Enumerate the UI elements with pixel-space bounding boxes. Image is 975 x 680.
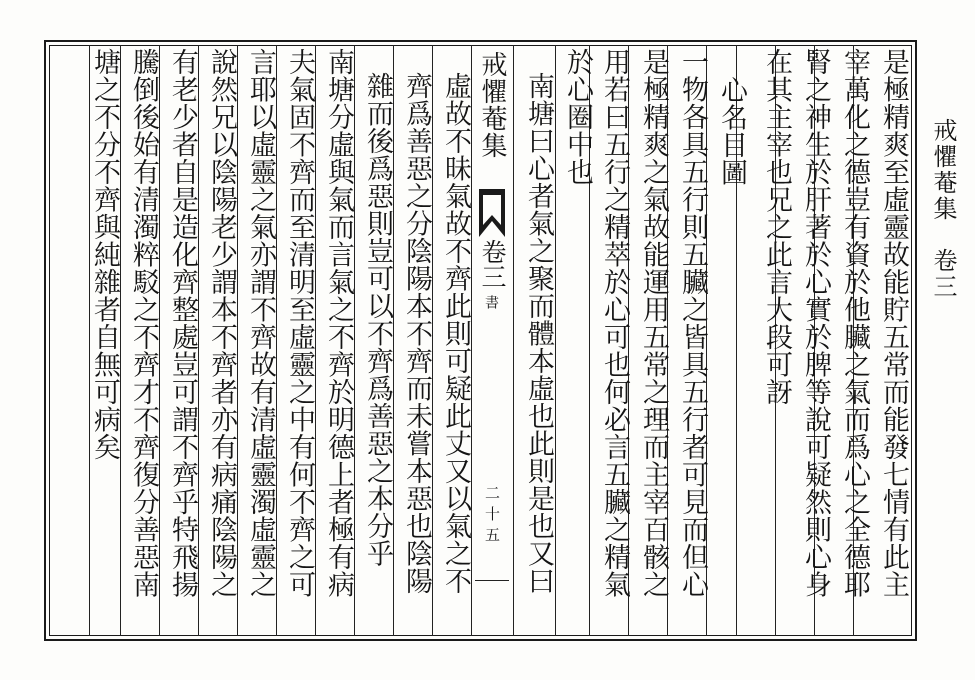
- text-column: 言耶以虛靈之氣亦謂不齊故有清虛靈濁虛靈之: [245, 48, 276, 598]
- text-column: 南塘分虛與氣而言氣之不齊於明德上者極有病: [323, 48, 354, 598]
- text-column: 於心圈中也: [562, 48, 593, 186]
- center-fold: [471, 45, 513, 636]
- section-heading: 心名目圖: [716, 76, 747, 186]
- fold-volume: 卷三: [478, 239, 507, 289]
- fold-category: 書: [483, 295, 499, 309]
- fish-tail-mark: [477, 187, 507, 239]
- text-column: 在其主宰也兄之此言大段可訝: [761, 48, 792, 406]
- text-column: 齊爲善惡之分陰陽本不齊而未嘗本惡也陰陽: [401, 72, 432, 595]
- text-column: 是極精爽至虛靈故能貯五常而能發七情有此主: [878, 48, 909, 598]
- fold-title: 戒懼菴集: [477, 51, 507, 159]
- text-column: 塘之不分不齊與純雜者自無可病矣: [89, 48, 120, 461]
- text-column: 腎之神生於肝著於心實於脾等說可疑然則心身: [800, 48, 831, 598]
- text-column: 有老少者自是造化齊整處豈可謂不齊乎特飛揚: [167, 48, 198, 598]
- text-column: 宰萬化之德豈有資於他臟之氣而爲心之全德耶: [839, 48, 870, 598]
- text-column: 說然兄以陰陽老少謂本不齊者亦有病痛陰陽之: [206, 48, 237, 598]
- fold-page-number: 二十五: [483, 485, 501, 548]
- text-column: 夫氣固不齊而至清明至虛靈之中有何不齊之可: [284, 48, 315, 598]
- fold-rule: [475, 580, 509, 581]
- text-column: 南塘曰心者氣之聚而體本虛也此則是也又曰: [523, 72, 554, 595]
- text-column: 一物各具五行則五臟之皆具五行者可見而但心: [677, 48, 708, 598]
- text-column: 用若曰五行之精萃於心可也何必言五臟之精氣: [599, 48, 630, 598]
- text-column: 虛故不昧氣故不齊此則可疑此丈又以氣之不: [440, 72, 471, 595]
- text-column: 雜而後爲惡則豈可以不齊爲善惡之本分乎: [362, 72, 393, 567]
- text-column: 是極精爽之氣故能運用五常之理而主宰百骸之: [638, 48, 669, 598]
- running-title: 戒懼菴集 卷三: [929, 118, 957, 300]
- text-column: 騰倒後始有清濁粹駁之不齊才不齊復分善惡南: [128, 48, 159, 598]
